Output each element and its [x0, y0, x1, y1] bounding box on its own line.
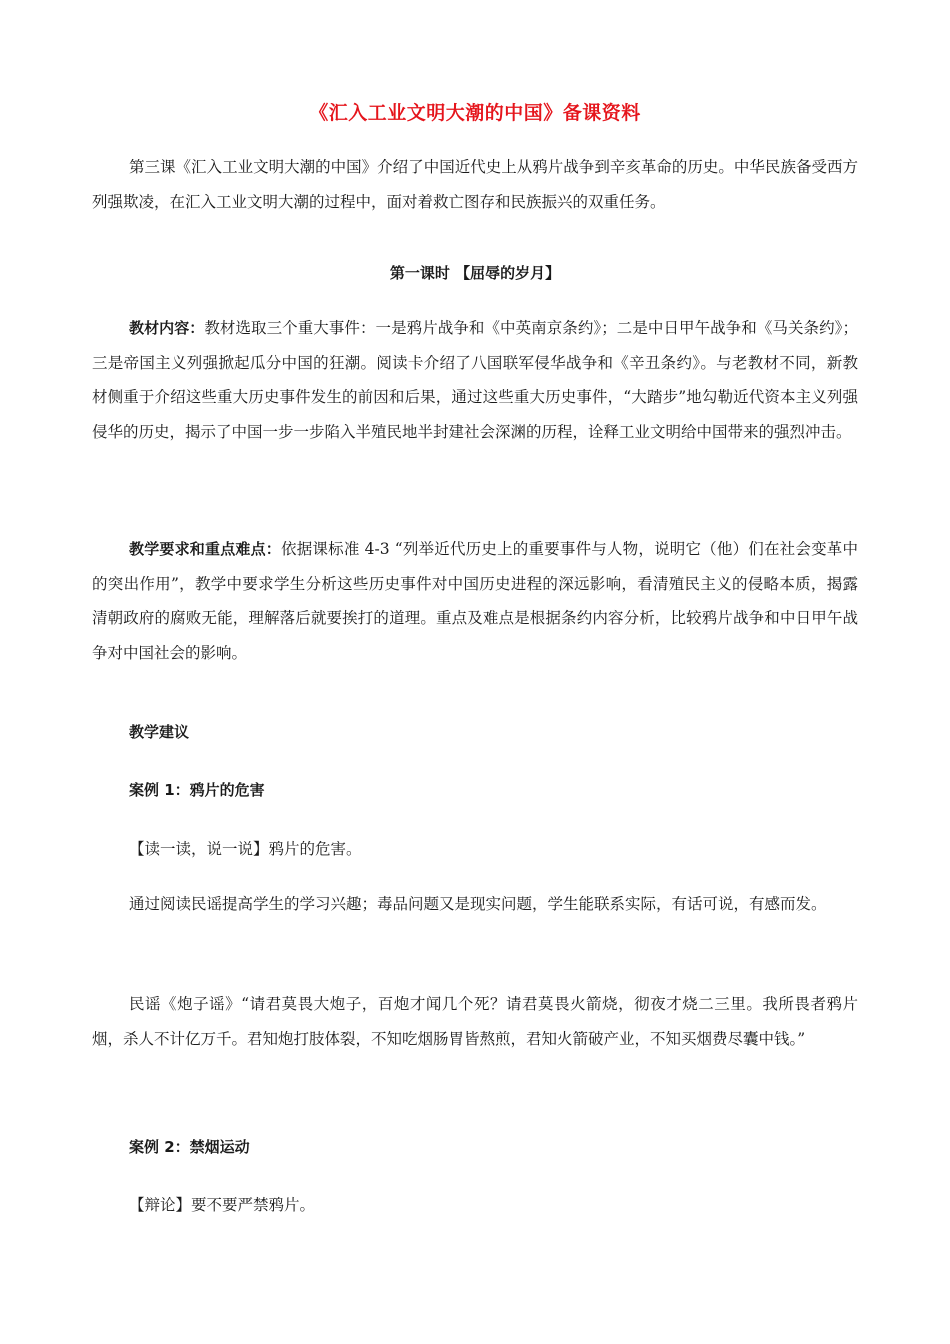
content-paragraph	[92, 311, 858, 449]
requirements-text: 依据课标准 4-3 “列举近代历史上的重要事件与人物，说明它（他）们在社会变革中的突出作用”，教学中要求学生分析这些历史事件对中国历史进程的深远影响，看清殖民主义的侵略本质，揭露清朝政府的腐败无能，理解落后就要挨打的道理。重点及难点是根据条约内容分析，比较鸦片战争和中日甲午战争对中国社会的影响。	[92, 540, 858, 662]
case1-paragraph-1: 通过阅读民谣提高学生的学习兴趣；毒品问题又是现实问题，学生能联系实际，有话可说，有感而发。	[129, 895, 827, 913]
content-text: 教材选取三个重大事件：一是鸦片战争和《中英南京条约》；二是中日甲午战争和《马关条约》；三是帝国主义列强掀起瓜分中国的狂潮。阅读卡介绍了八国联军侵华战争和《辛丑条约》。与老教材不同，新教材侧重于介绍这些重大历史事件发生的前因和后果，通过这些重大历史事件，“大踏步”地勾勒近代资本主义列强侵华的历史，揭示了中国一步一步陷入半殖民地半封建社会深渊的历程，诠释工业文明给中国带来的强烈冲击。	[92, 319, 858, 441]
lesson-heading: 第一课时 【屈辱的岁月】	[389, 264, 561, 282]
case2-heading: 案例 2：禁烟运动	[129, 1138, 250, 1156]
suggestions-heading: 教学建议	[129, 723, 190, 741]
intro-paragraph: 第三课《汇入工业文明大潮的中国》介绍了中国近代史上从鸦片战争到辛亥革命的历史。中华民族备受西方列强欺凌，在汇入工业文明大潮的过程中，面对着救亡图存和民族振兴的双重任务。	[92, 158, 858, 211]
content-label: 教材内容：	[129, 319, 205, 337]
case1-activity: 【读一读，说一说】鸦片的危害。	[129, 840, 362, 858]
case1-paragraph-2: 民谣《炮子谣》“请君莫畏大炮子，百炮才闻几个死？请君莫畏火箭烧，彻夜才烧二三里。我所畏者鸦片烟，杀人不计亿万千。君知炮打肢体裂，不知吃烟肠胃皆熬煎，君知火箭破产业，不知买烟费尽囊中钱。”	[92, 995, 858, 1048]
requirements-paragraph	[92, 532, 858, 670]
case1-heading: 案例 1：鸦片的危害	[129, 781, 265, 799]
requirements-label: 教学要求和重点难点：	[129, 540, 282, 558]
case2-activity: 【辩论】要不要严禁鸦片。	[129, 1196, 316, 1214]
document-title: 《汇入工业文明大潮的中国》备课资料	[309, 102, 641, 124]
